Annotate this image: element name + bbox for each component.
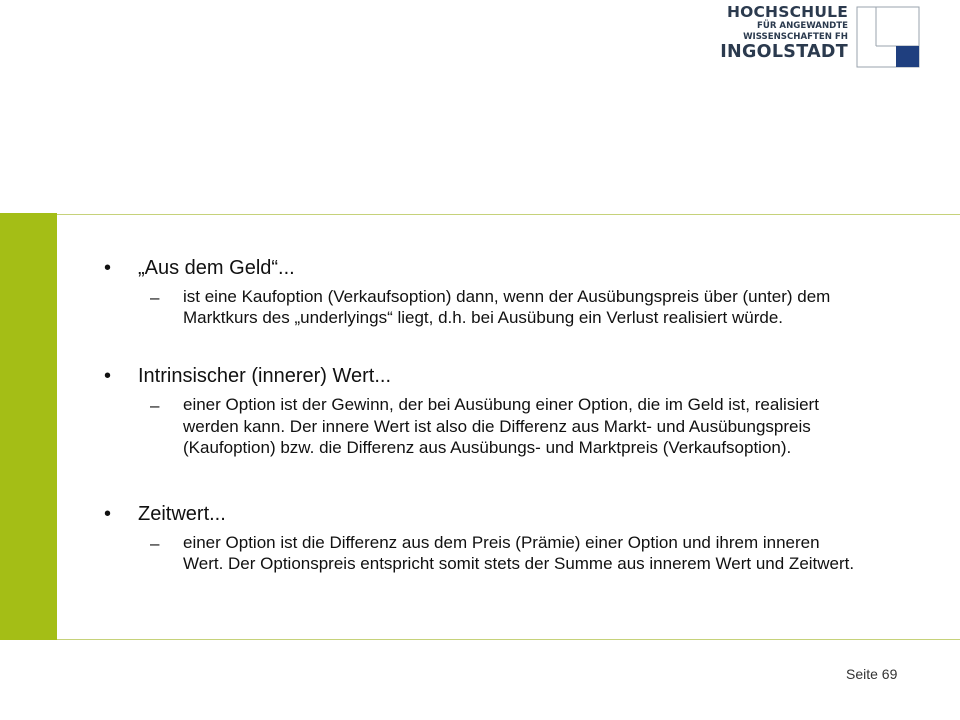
logo-wordmark [716,4,848,62]
logo-line-wissenschaften: WISSENSCHAFTEN FH [743,31,848,42]
content-frame-bottom-line [57,639,960,640]
sub-aus-dem-geld: ist eine Kaufoption (Verkaufsoption) dann, wenn der Ausübungspreis über (unter) dem Marktkurs des „underlyings“ liegt, d.h. bei Ausübung ein Verlust realisiert würde. [183,287,831,327]
bullet-marker: • [104,503,112,525]
logo-line-ingolstadt: INGOLSTADT [720,42,848,62]
bullet-aus-dem-geld: „Aus dem Geld“... [138,257,295,279]
dash-marker: – [150,288,160,307]
sub-zeitwert: einer Option ist die Differenz aus dem Preis (Prämie) einer Option und ihrem inneren Wert. Der Optionspreis entspricht somit stets der Summe aus innerem Wert und Zeitwert. [183,533,855,573]
dash-marker: – [150,534,160,553]
bullet-zeitwert: Zeitwert... [138,503,226,525]
logo-line-angewandte: FÜR ANGEWANDTE [756,21,848,31]
dash-marker: – [150,396,160,415]
accent-side-bar [0,213,57,640]
bullet-intrinsischer-wert: Intrinsischer (innerer) Wert... [138,365,392,387]
bullet-marker: • [104,365,112,387]
logo-square-icon [856,6,920,68]
sub-intrinsischer-wert: einer Option ist der Gewinn, der bei Ausübung einer Option, die im Geld ist, realisiert werden kann. Der innere Wert ist also die Differenz aus Markt- und Ausübungspreis (Kaufoption) bzw. die Differenz aus Ausübungs- und Marktpreis (Verkaufsoption). [183,395,819,457]
bullet-marker: • [104,257,112,279]
content-frame-top-line [57,214,960,215]
page-number: Seite 69 [846,666,898,682]
university-logo [716,4,922,70]
logo-line-hochschule: HOCHSCHULE [726,3,848,21]
